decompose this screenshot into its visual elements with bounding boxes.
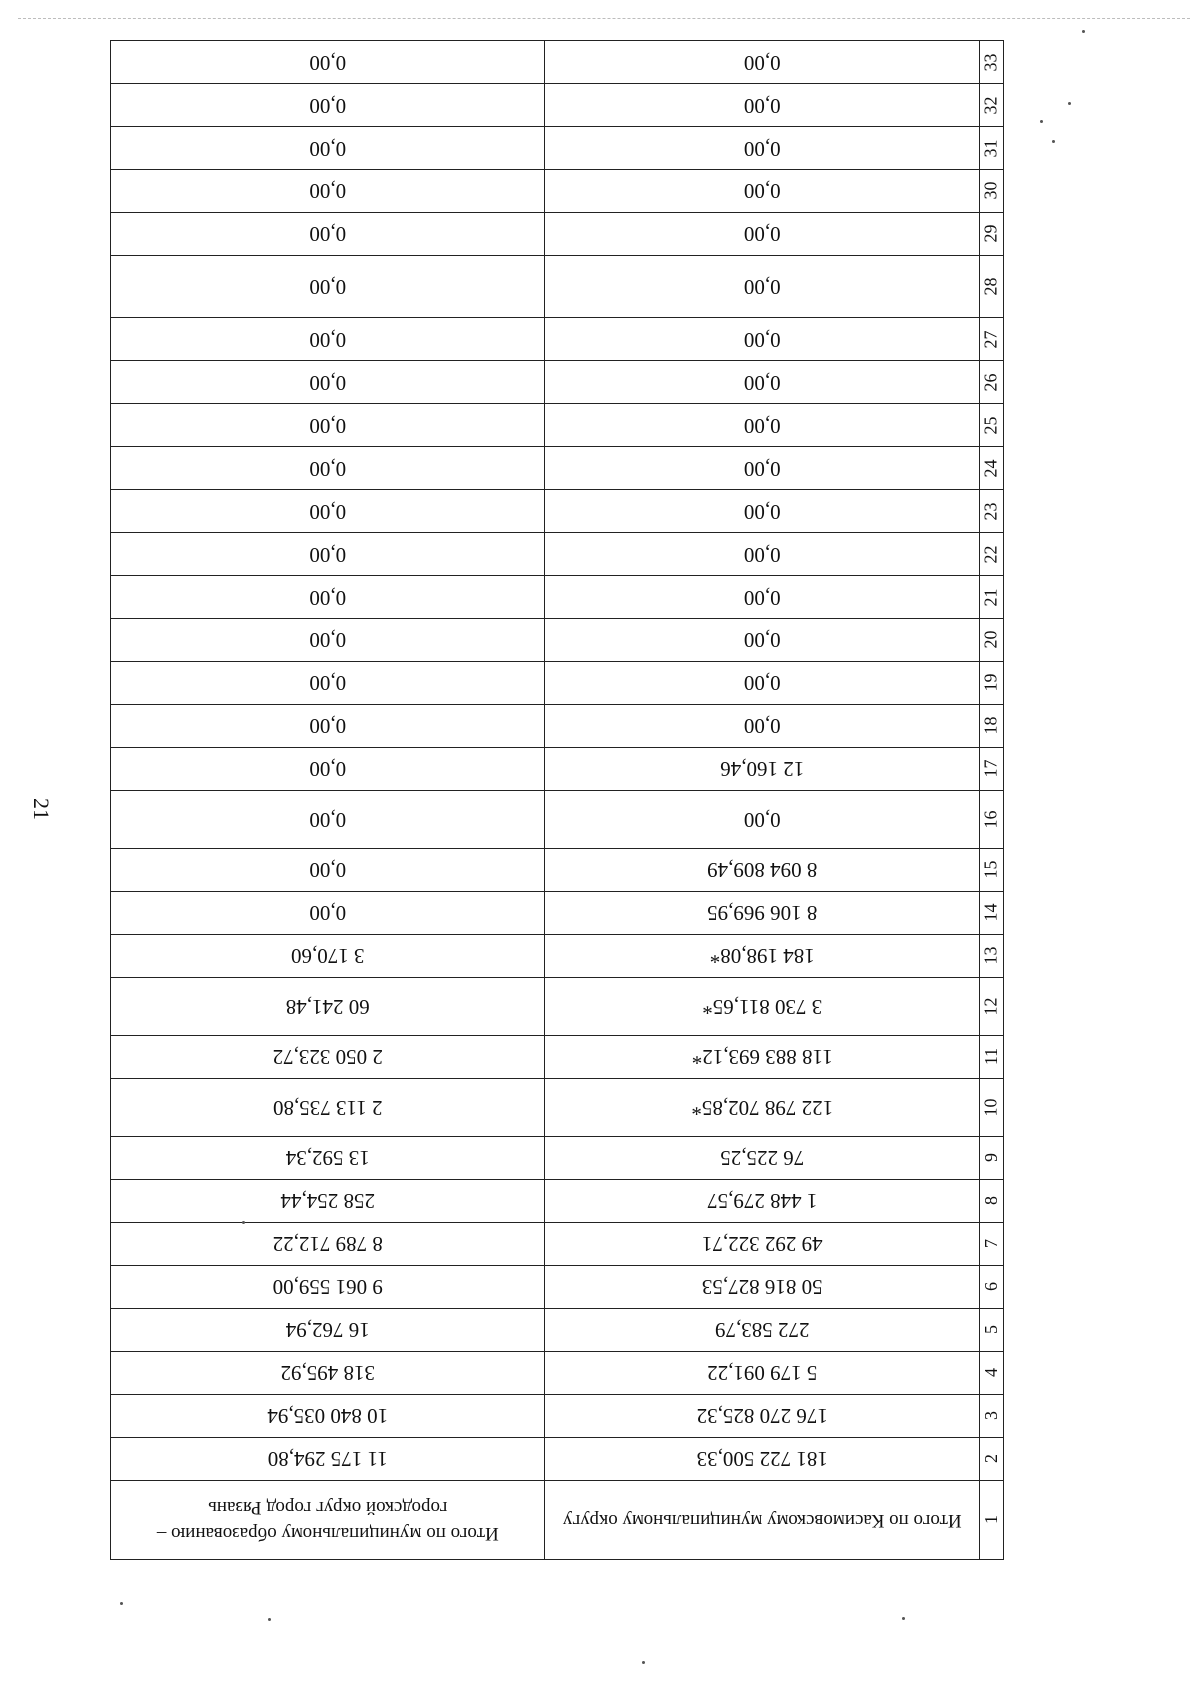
row-index-cell: 6 <box>980 1265 1004 1308</box>
table-row <box>111 447 1004 490</box>
kasimov-value-cell: 118 883 693,12* <box>545 1035 980 1078</box>
row-index-cell: 17 <box>980 747 1004 790</box>
scan-speck <box>242 1221 245 1224</box>
table-row <box>111 1179 1004 1222</box>
ryazan-city-value-cell: 0,00 <box>111 848 546 891</box>
totals-table <box>110 40 1004 1560</box>
row-index-cell: 11 <box>980 1035 1004 1078</box>
ryazan-city-value-cell: 0,00 <box>111 576 546 619</box>
row-index-cell: 26 <box>980 361 1004 404</box>
kasimov-value-cell: 8 106 969,95 <box>545 891 980 934</box>
row-index-cell: 30 <box>980 170 1004 213</box>
ryazan-city-value-cell: 3 170,60 <box>111 934 546 977</box>
scan-speck <box>1068 102 1071 105</box>
ryazan-city-value-cell: 318 495,92 <box>111 1351 546 1394</box>
table-row <box>111 212 1004 255</box>
scan-speck <box>268 1618 271 1621</box>
kasimov-value-cell: 184 198,08* <box>545 934 980 977</box>
table-row <box>111 1394 1004 1437</box>
kasimov-value-cell: 0,00 <box>545 41 980 84</box>
table-row <box>111 1136 1004 1179</box>
row-index-cell: 14 <box>980 891 1004 934</box>
ryazan-city-value-cell: 0,00 <box>111 127 546 170</box>
ryazan-city-value-cell: 0,00 <box>111 704 546 747</box>
ryazan-city-value-cell: 0,00 <box>111 41 546 84</box>
scan-speck <box>120 1602 123 1605</box>
kasimov-value-cell: 76 225,25 <box>545 1136 980 1179</box>
table-row <box>111 790 1004 848</box>
table-row <box>111 747 1004 790</box>
row-index-cell: 18 <box>980 704 1004 747</box>
kasimov-value-cell: 0,00 <box>545 490 980 533</box>
kasimov-column-header: Итого по Касимовскому муниципальному округу <box>545 1480 980 1559</box>
ryazan-city-column-header: Итого по муниципальному образованию – городской округ город Рязань <box>111 1480 546 1559</box>
ryazan-city-value-cell: 258 254,44 <box>111 1179 546 1222</box>
row-index-cell: 2 <box>980 1437 1004 1480</box>
scan-speck <box>902 1617 905 1620</box>
row-index-cell: 25 <box>980 404 1004 447</box>
table-row <box>111 1222 1004 1265</box>
page-number: 21 <box>29 798 54 820</box>
ryazan-city-value-cell: 0,00 <box>111 661 546 704</box>
ryazan-city-value-cell: 10 840 035,94 <box>111 1394 546 1437</box>
row-index-cell: 23 <box>980 490 1004 533</box>
table-row <box>111 533 1004 576</box>
table-row <box>111 1078 1004 1136</box>
ryazan-city-value-cell: 0,00 <box>111 490 546 533</box>
kasimov-value-cell: 0,00 <box>545 84 980 127</box>
kasimov-value-cell: 0,00 <box>545 619 980 662</box>
scan-speck <box>642 1661 645 1664</box>
kasimov-value-cell: 181 722 500,33 <box>545 1437 980 1480</box>
table-row <box>111 1437 1004 1480</box>
kasimov-value-cell: 0,00 <box>545 576 980 619</box>
scan-speck <box>1052 140 1055 143</box>
ryazan-city-value-cell: 0,00 <box>111 255 546 317</box>
table-row <box>111 404 1004 447</box>
row-index-cell: 8 <box>980 1179 1004 1222</box>
ryazan-city-value-cell: 0,00 <box>111 790 546 848</box>
row-index-cell: 20 <box>980 619 1004 662</box>
kasimov-value-cell: 0,00 <box>545 361 980 404</box>
ryazan-city-value-cell: 13 592,34 <box>111 1136 546 1179</box>
table-row <box>111 41 1004 84</box>
scan-speck <box>1082 30 1085 33</box>
row-index-cell: 13 <box>980 934 1004 977</box>
ryazan-city-value-cell: 0,00 <box>111 318 546 361</box>
row-index-cell: 1 <box>980 1480 1004 1559</box>
kasimov-value-cell: 0,00 <box>545 170 980 213</box>
table-header-row <box>111 1480 1004 1559</box>
row-index-cell: 33 <box>980 41 1004 84</box>
ryazan-city-value-cell: 0,00 <box>111 891 546 934</box>
table-row <box>111 255 1004 317</box>
kasimov-value-cell: 0,00 <box>545 255 980 317</box>
row-index-cell: 27 <box>980 318 1004 361</box>
kasimov-value-cell: 0,00 <box>545 533 980 576</box>
row-index-cell: 28 <box>980 255 1004 317</box>
row-index-cell: 22 <box>980 533 1004 576</box>
table-row <box>111 576 1004 619</box>
table-row <box>111 170 1004 213</box>
table-row <box>111 934 1004 977</box>
ryazan-city-value-cell: 2 050 323,72 <box>111 1035 546 1078</box>
table-row <box>111 619 1004 662</box>
ryazan-city-value-cell: 60 241,48 <box>111 977 546 1035</box>
row-index-cell: 7 <box>980 1222 1004 1265</box>
kasimov-value-cell: 50 816 827,53 <box>545 1265 980 1308</box>
ryazan-city-value-cell: 0,00 <box>111 533 546 576</box>
kasimov-value-cell: 176 270 825,32 <box>545 1394 980 1437</box>
table-row <box>111 1035 1004 1078</box>
row-index-cell: 10 <box>980 1078 1004 1136</box>
table-row <box>111 848 1004 891</box>
table-row <box>111 704 1004 747</box>
ryazan-city-value-cell: 0,00 <box>111 170 546 213</box>
table-row <box>111 127 1004 170</box>
kasimov-value-cell: 0,00 <box>545 790 980 848</box>
kasimov-value-cell: 8 094 809,49 <box>545 848 980 891</box>
table-row <box>111 490 1004 533</box>
ryazan-city-value-cell: 0,00 <box>111 404 546 447</box>
row-index-cell: 32 <box>980 84 1004 127</box>
ryazan-city-value-cell: 2 113 735,80 <box>111 1078 546 1136</box>
kasimov-value-cell: 12 160,46 <box>545 747 980 790</box>
row-index-cell: 5 <box>980 1308 1004 1351</box>
table-row <box>111 1351 1004 1394</box>
table-row <box>111 891 1004 934</box>
table-row <box>111 84 1004 127</box>
table-row <box>111 318 1004 361</box>
kasimov-value-cell: 0,00 <box>545 318 980 361</box>
row-index-cell: 4 <box>980 1351 1004 1394</box>
row-index-cell: 19 <box>980 661 1004 704</box>
row-index-cell: 29 <box>980 212 1004 255</box>
kasimov-value-cell: 3 730 811,65* <box>545 977 980 1035</box>
top-divider <box>18 18 1190 19</box>
kasimov-value-cell: 0,00 <box>545 212 980 255</box>
row-index-cell: 3 <box>980 1394 1004 1437</box>
table-row <box>111 1265 1004 1308</box>
ryazan-city-value-cell: 0,00 <box>111 447 546 490</box>
kasimov-value-cell: 122 798 702,85* <box>545 1078 980 1136</box>
ryazan-city-value-cell: 0,00 <box>111 84 546 127</box>
kasimov-value-cell: 0,00 <box>545 447 980 490</box>
kasimov-value-cell: 0,00 <box>545 404 980 447</box>
ryazan-city-value-cell: 0,00 <box>111 212 546 255</box>
row-index-cell: 16 <box>980 790 1004 848</box>
row-index-cell: 24 <box>980 447 1004 490</box>
ryazan-city-value-cell: 0,00 <box>111 619 546 662</box>
kasimov-value-cell: 0,00 <box>545 127 980 170</box>
table-row <box>111 1308 1004 1351</box>
ryazan-city-value-cell: 0,00 <box>111 747 546 790</box>
table-row <box>111 661 1004 704</box>
table-row <box>111 361 1004 404</box>
kasimov-value-cell: 1 448 279,57 <box>545 1179 980 1222</box>
ryazan-city-value-cell: 11 175 294,80 <box>111 1437 546 1480</box>
kasimov-value-cell: 0,00 <box>545 661 980 704</box>
kasimov-value-cell: 49 292 322,71 <box>545 1222 980 1265</box>
row-index-cell: 9 <box>980 1136 1004 1179</box>
row-index-cell: 12 <box>980 977 1004 1035</box>
ryazan-city-value-cell: 16 762,94 <box>111 1308 546 1351</box>
ryazan-city-value-cell: 8 789 712,22 <box>111 1222 546 1265</box>
row-index-cell: 21 <box>980 576 1004 619</box>
kasimov-value-cell: 5 179 091,22 <box>545 1351 980 1394</box>
scan-speck <box>1040 120 1043 123</box>
kasimov-value-cell: 0,00 <box>545 704 980 747</box>
ryazan-city-value-cell: 9 061 559,00 <box>111 1265 546 1308</box>
totals-table-container <box>110 40 1004 1560</box>
table-row <box>111 977 1004 1035</box>
row-index-cell: 31 <box>980 127 1004 170</box>
kasimov-value-cell: 272 583,79 <box>545 1308 980 1351</box>
ryazan-city-value-cell: 0,00 <box>111 361 546 404</box>
row-index-cell: 15 <box>980 848 1004 891</box>
